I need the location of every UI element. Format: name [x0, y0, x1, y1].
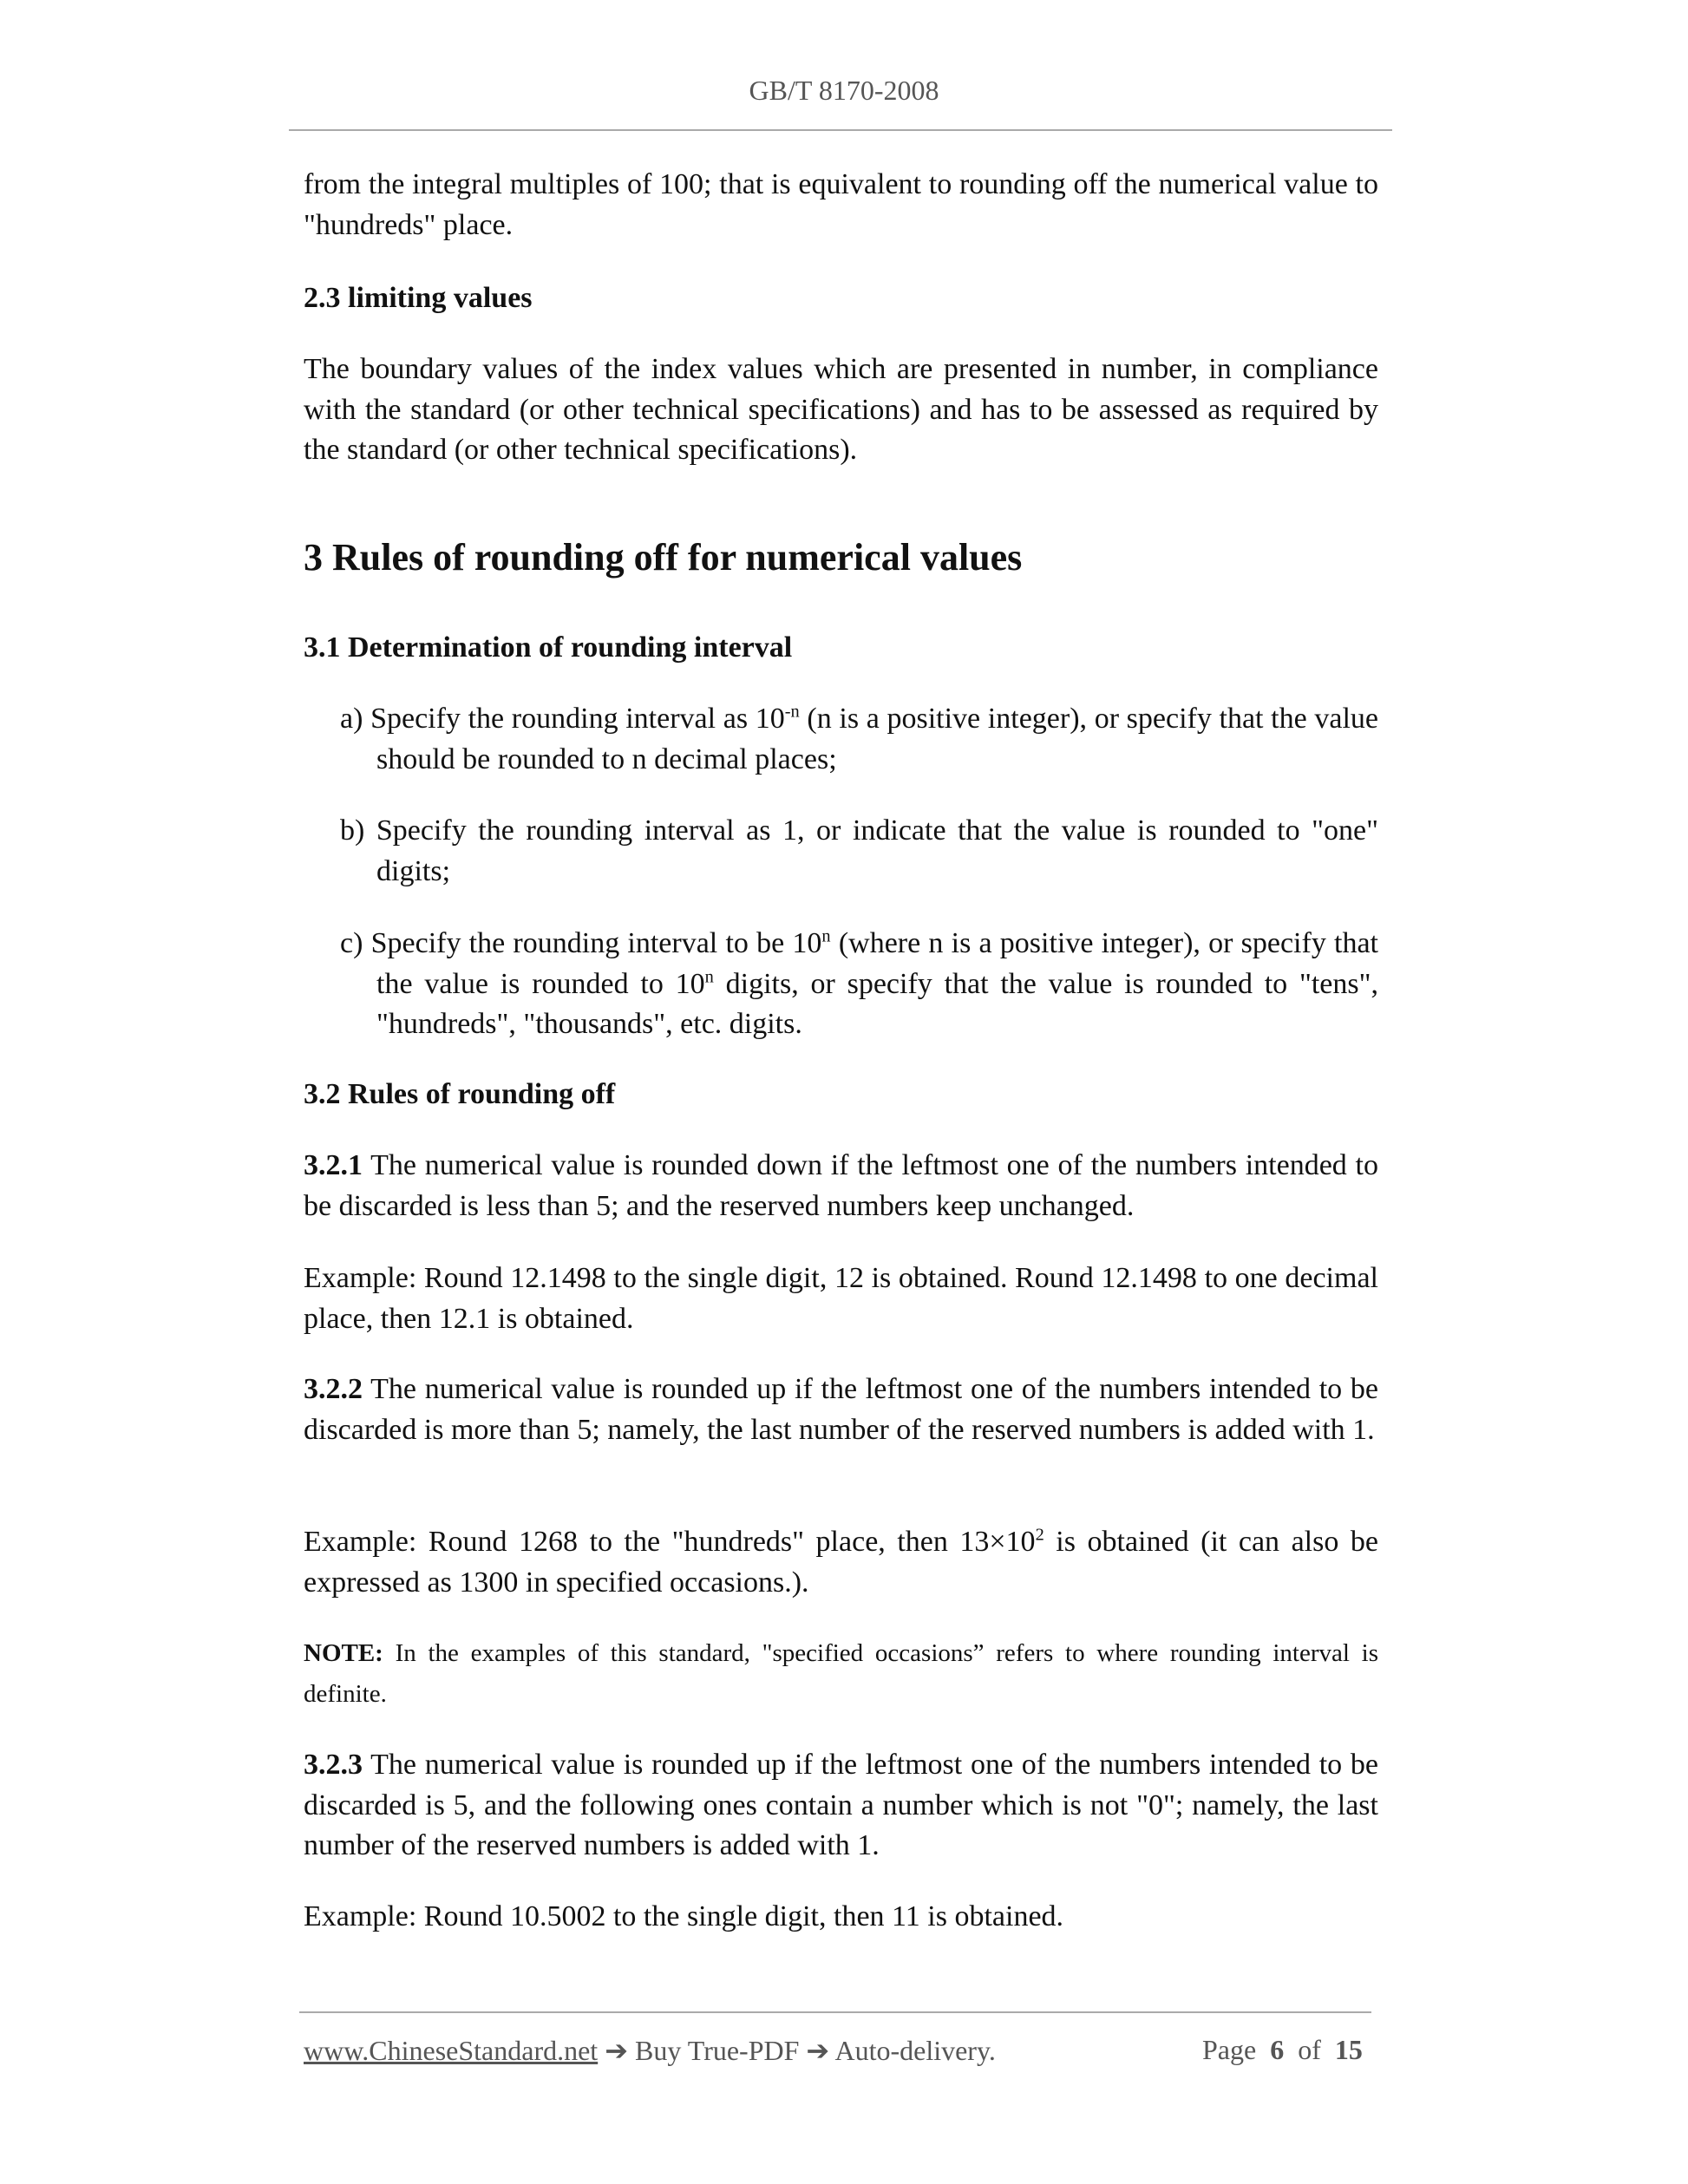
item-c-pre: c) Specify the rounding interval to be 10 — [340, 927, 822, 959]
item-a-pre: a) Specify the rounding interval as 10 — [340, 703, 785, 735]
list-item-a — [340, 699, 1378, 780]
auto-delivery-text: Auto-delivery. — [834, 2035, 996, 2066]
note-label: NOTE: — [304, 1639, 383, 1667]
note-text: In the examples of this standard, "specified occasions” refers to where rounding interval is definite. — [304, 1639, 1378, 1708]
clause-number: 3.2.3 — [304, 1749, 363, 1781]
website-link[interactable]: www.ChineseStandard.net — [304, 2035, 599, 2066]
section-2-3-text: The boundary values of the index values which are presented in number, in compliance with the standard (or other technical specifications) and has to be assessed as required by the standard (or other technical specifications). — [304, 353, 1378, 466]
item-c-mid: (where n is a positive integer), or specify that the value is rounded to 10 — [376, 927, 1379, 1000]
clause-3-2-3 — [304, 1745, 1378, 1867]
example-1: Example: Round 12.1498 to the single digit, 12 is obtained. Round 12.1498 to one decimal place, then 12.1 is obtained. — [304, 1262, 1378, 1335]
arrow-icon: ➔ — [605, 2035, 628, 2066]
section-3-2-heading: 3.2 Rules of rounding off — [304, 1078, 616, 1110]
clause-text: The numerical value is rounded up if the leftmost one of the numbers intended to be discarded is more than 5; namely, the last number of the reserved numbers is added with 1. — [304, 1373, 1378, 1446]
page-label: Page — [1202, 2034, 1257, 2065]
footer-divider — [299, 2011, 1371, 2013]
clause-3-2-1 — [304, 1146, 1378, 1226]
of-label: of — [1298, 2034, 1321, 2065]
list-item-b: b) Specify the rounding interval as 1, or indicate that the value is rounded to "one" digits; — [340, 814, 1378, 887]
example-2-pre: Example: Round 1268 to the "hundreds" place, then 13×10 — [304, 1526, 1036, 1558]
item-c-post: digits, or specify that the value is rounded to "tens", "hundreds", "thousands", etc. digits. — [376, 967, 1378, 1040]
document-header: GB/T 8170-2008 — [749, 75, 939, 106]
clause-number: 3.2.1 — [304, 1149, 363, 1181]
page-number — [1202, 2034, 1363, 2066]
example-2 — [304, 1522, 1378, 1603]
buy-text: Buy True-PDF — [635, 2035, 800, 2066]
clause-number: 3.2.2 — [304, 1373, 363, 1405]
clause-3-2-2 — [304, 1370, 1378, 1450]
note — [304, 1633, 1378, 1714]
item-a-sup: -n — [784, 702, 800, 722]
arrow-icon: ➔ — [806, 2035, 830, 2066]
current-page: 6 — [1270, 2034, 1285, 2065]
item-c-sup1: n — [821, 926, 831, 946]
example-2-sup: 2 — [1035, 1525, 1044, 1545]
item-c-sup2: n — [704, 967, 714, 987]
footer-left — [304, 2034, 996, 2067]
section-3-heading: 3 Rules of rounding off for numerical values — [304, 536, 1023, 579]
section-2-3-heading: 2.3 limiting values — [304, 282, 533, 314]
example-2-post: is obtained (it can also be expressed as 1300 in specified occasions.). — [304, 1526, 1378, 1599]
header-divider — [289, 129, 1392, 131]
clause-text: The numerical value is rounded up if the leftmost one of the numbers intended to be discarded is 5, and the following ones contain a number which is not "0"; namely, the last number of the reserved numbers is added with 1. — [304, 1749, 1378, 1861]
paragraph-continuation: from the integral multiples of 100; that is equivalent to rounding off the numerical value to "hundreds" place. — [304, 168, 1378, 241]
total-pages: 15 — [1334, 2034, 1363, 2065]
section-3-1-heading: 3.1 Determination of rounding interval — [304, 631, 793, 664]
example-3: Example: Round 10.5002 to the single digit, then 11 is obtained. — [304, 1900, 1064, 1932]
list-item-c — [340, 924, 1378, 1045]
clause-text: The numerical value is rounded down if the leftmost one of the numbers intended to be discarded is less than 5; and the reserved numbers keep unchanged. — [304, 1149, 1378, 1222]
item-a-post: (n is a positive integer), or specify that the value should be rounded to n decimal places; — [376, 703, 1378, 775]
